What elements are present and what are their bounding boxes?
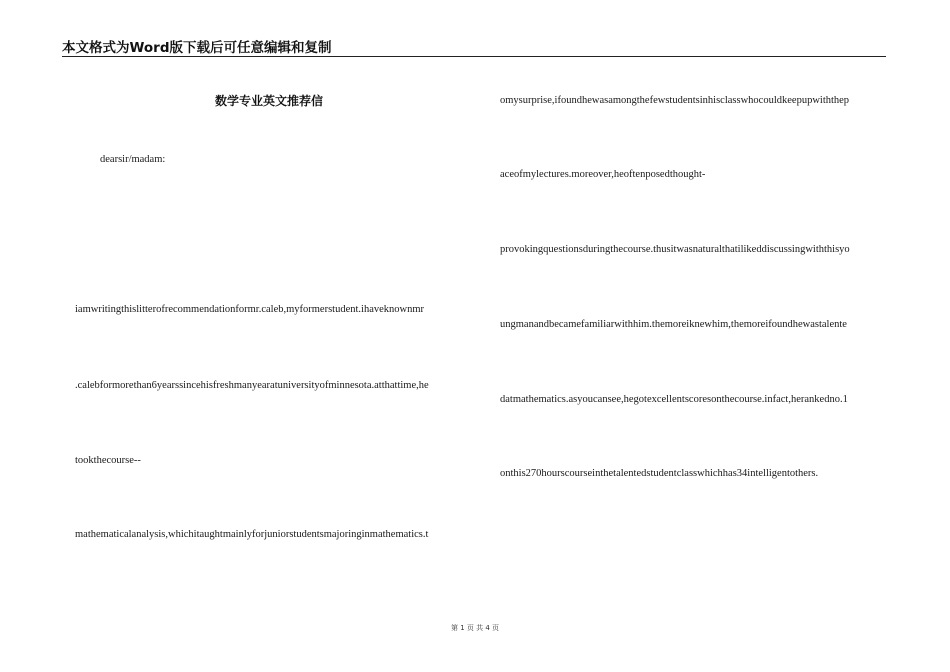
paragraph-line: provokingquestionsduringthecourse.thusitwasnaturalthatilikeddiscussingwiththisyo — [500, 244, 850, 255]
paragraph-line: tookthecourse-- — [75, 455, 141, 466]
paragraph-line: mathematicalanalysis,whichitaughtmainlyforjuniorstudentsmajoringinmathematics.t — [75, 529, 429, 540]
paragraph-line: datmathematics.asyoucansee,hegotexcellentscoresonthecourse.infact,herankedno.1 — [500, 394, 848, 405]
paragraph-line: onthis270hourscourseinthetalentedstudentclasswhichhas34intelligentothers. — [500, 468, 819, 479]
salutation: dearsir/madam: — [100, 154, 166, 165]
page-number: 第 1 页 共 4 页 — [450, 624, 500, 632]
paragraph-line: iamwritingthislitterofrecommendationformr.caleb,myformerstudent.ihaveknownmr — [75, 304, 425, 315]
document-title: 数学专业英文推荐信 — [214, 94, 323, 108]
paragraph-line: aceofmylectures.moreover,heoftenposedthought- — [500, 169, 706, 180]
paragraph-line: ungmanandbecamefamiliarwithhim.themoreiknewhim,themoreifoundhewastalente — [500, 319, 847, 330]
paragraph-line: .calebformorethan6yearssincehisfreshmanyearatuniversityofminnesota.atthattime,he — [75, 380, 429, 391]
page-header — [62, 34, 886, 57]
header-text: 本文格式为Word版下载后可任意编辑和复制 — [62, 40, 332, 56]
paragraph-line: omysurprise,ifoundhewasamongthefewstudentsinhisclasswhocouldkeepupwiththep — [500, 95, 850, 106]
